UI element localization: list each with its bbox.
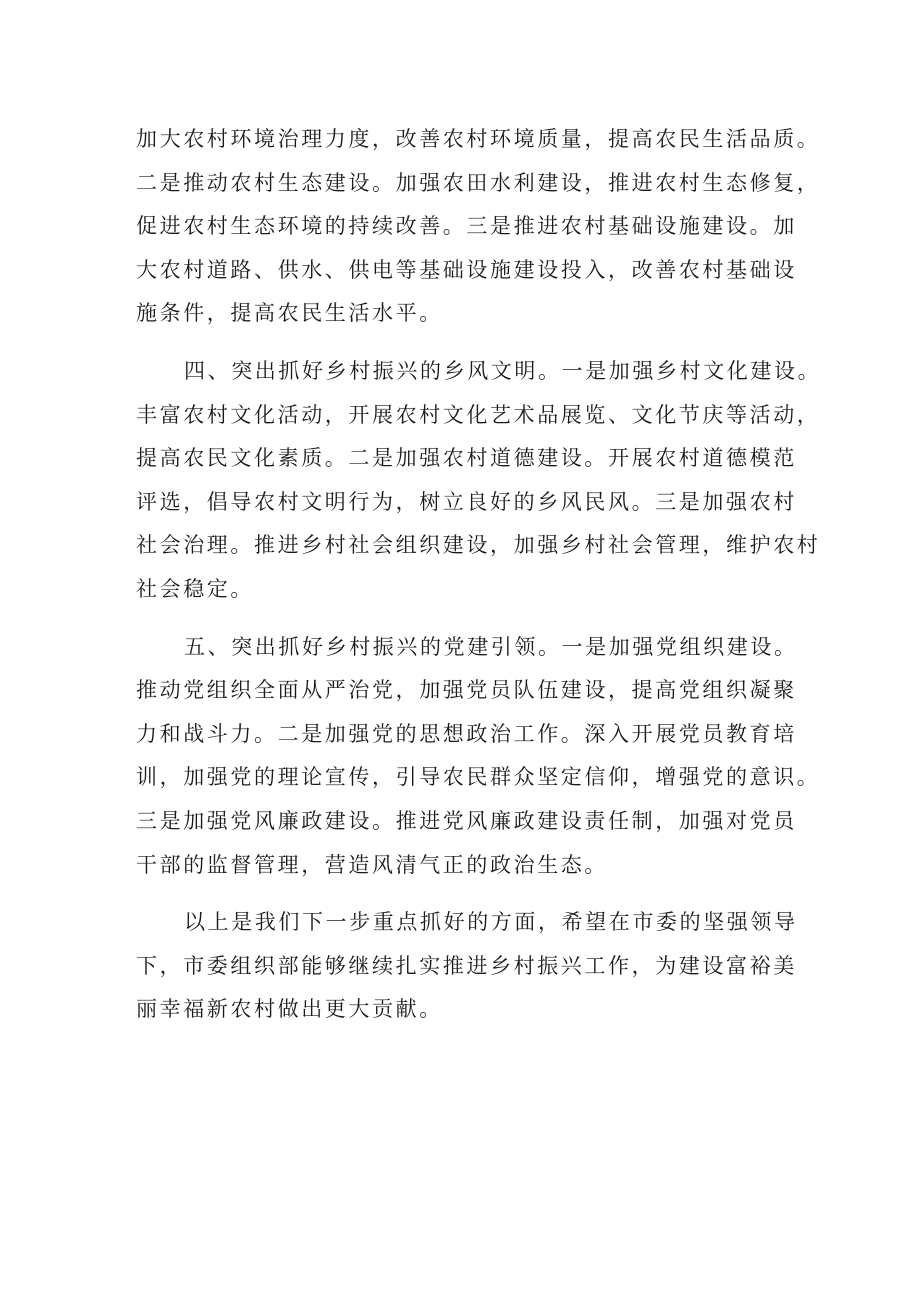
paragraph-line: 丽幸福新农村做出更大贡献。 [136,997,443,1022]
paragraph-line: 推动党组织全面从严治党，加强党员队伍建设，提高党组织凝聚 [136,678,797,703]
paragraph-rural-civility [136,350,822,612]
paragraph-line: 提高农民文化素质。二是加强农村道德建设。开展农村道德模范 [136,446,797,471]
paragraph-party-building [136,626,821,888]
paragraph-line: 评选，倡导农村文明行为，树立良好的乡风民风。三是加强农村 [136,489,797,514]
paragraph-line: 加大农村环境治理力度，改善农村环境质量，提高农民生活品质。 [136,127,821,151]
paragraph-line: 促进农村生态环境的持续改善。三是推进农村基础设施建设。加 [136,214,797,239]
paragraph-line: 力和战斗力。二是加强党的思想政治工作。深入开展党员教育培 [136,721,797,746]
paragraph-line: 大农村道路、供水、供电等基础设施建设投入，改善农村基础设 [136,257,797,282]
paragraph-gap [136,612,806,626]
document-body [136,118,822,1032]
paragraph-line: 社会稳定。 [136,576,254,601]
paragraph-line: 四、突出抓好乡村振兴的乡风文明。一是加强乡村文化建设。 [184,358,822,383]
paragraph-rural-environment [136,118,821,336]
paragraph-line: 施条件，提高农民生活水平。 [136,301,443,326]
paragraph-gap [136,336,806,350]
paragraph-line: 下，市委组织部能够继续扎实推进乡村振兴工作，为建设富裕美 [136,953,797,978]
paragraph-gap [136,887,806,901]
paragraph-line: 五、突出抓好乡村振兴的党建引领。一是加强党组织建设。 [184,634,798,659]
paragraph-line: 干部的监督管理，营造风清气正的政治生态。 [136,852,608,877]
paragraph-line: 三是加强党风廉政建设。推进党风廉政建设责任制，加强对党员 [136,808,797,833]
paragraph-line: 以上是我们下一步重点抓好的方面，希望在市委的坚强领导 [184,910,798,935]
paragraph-line: 二是推动农村生态建设。加强农田水利建设，推进农村生态修复， [136,170,821,195]
paragraph-line: 社会治理。推进乡村社会组织建设，加强乡村社会管理，维护农村 [136,533,821,558]
paragraph-conclusion [136,901,806,1032]
paragraph-line: 丰富农村文化活动，开展农村文化艺术品展览、文化节庆等活动， [136,402,821,427]
paragraph-line: 训，加强党的理论宣传，引导农民群众坚定信仰，增强党的意识。 [136,765,821,790]
